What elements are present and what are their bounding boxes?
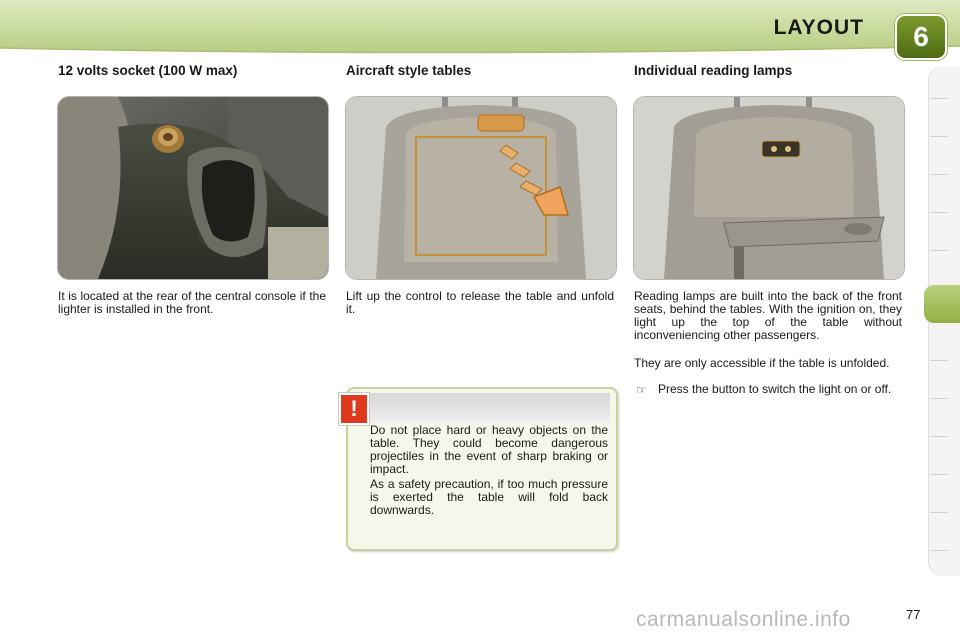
tab-divider: [930, 398, 948, 399]
tab-divider: [930, 474, 948, 475]
tab-divider: [930, 250, 948, 251]
tab-divider: [930, 98, 948, 99]
chapter-number-badge: 6: [895, 14, 947, 60]
table-photo: [345, 96, 617, 280]
header-curve-decoration: [0, 44, 960, 56]
tab-divider: [930, 212, 948, 213]
chapter-title: LAYOUT: [773, 16, 864, 39]
tab-divider: [930, 436, 948, 437]
active-chapter-tab: [924, 285, 960, 323]
tab-divider: [930, 136, 948, 137]
section-title-reading-lamps: Individual reading lamps: [634, 63, 793, 78]
page-number: 77: [906, 607, 921, 622]
section-title-socket: 12 volts socket (100 W max): [58, 63, 238, 78]
table-description: Lift up the control to release the table and unfold it.: [346, 289, 614, 316]
reading-lamp-paragraph-1: Reading lamps are built into the back of the front seats, behind the tables. With the ignition on, they light up the top of the table without inconveniencing other passengers.: [634, 289, 902, 342]
pointing-hand-icon: ☞: [636, 383, 647, 397]
reading-lamp-paragraph-2: They are only accessible if the table is unfolded.: [634, 356, 890, 370]
warning-header-band: [368, 393, 610, 423]
tab-divider: [930, 550, 948, 551]
tab-divider: [930, 512, 948, 513]
warning-exclamation-icon: !: [339, 393, 369, 425]
tab-divider: [930, 360, 948, 361]
warning-paragraph-2: As a safety precaution, if too much pressure is exerted the table will fold back downwards.: [370, 477, 608, 517]
watermark: carmanualsonline.info: [636, 608, 851, 631]
socket-photo: [57, 96, 329, 280]
reading-lamp-instruction: Press the button to switch the light on or off.: [658, 382, 892, 396]
socket-description: It is located at the rear of the central console if the lighter is installed in the front.: [58, 289, 326, 316]
section-title-tables: Aircraft style tables: [346, 63, 472, 78]
warning-paragraph-1: Do not place hard or heavy objects on the table. They could become dangerous projectiles in the event of sharp braking or impact.: [370, 423, 608, 476]
reading-lamp-photo: [633, 96, 905, 280]
tab-divider: [930, 174, 948, 175]
